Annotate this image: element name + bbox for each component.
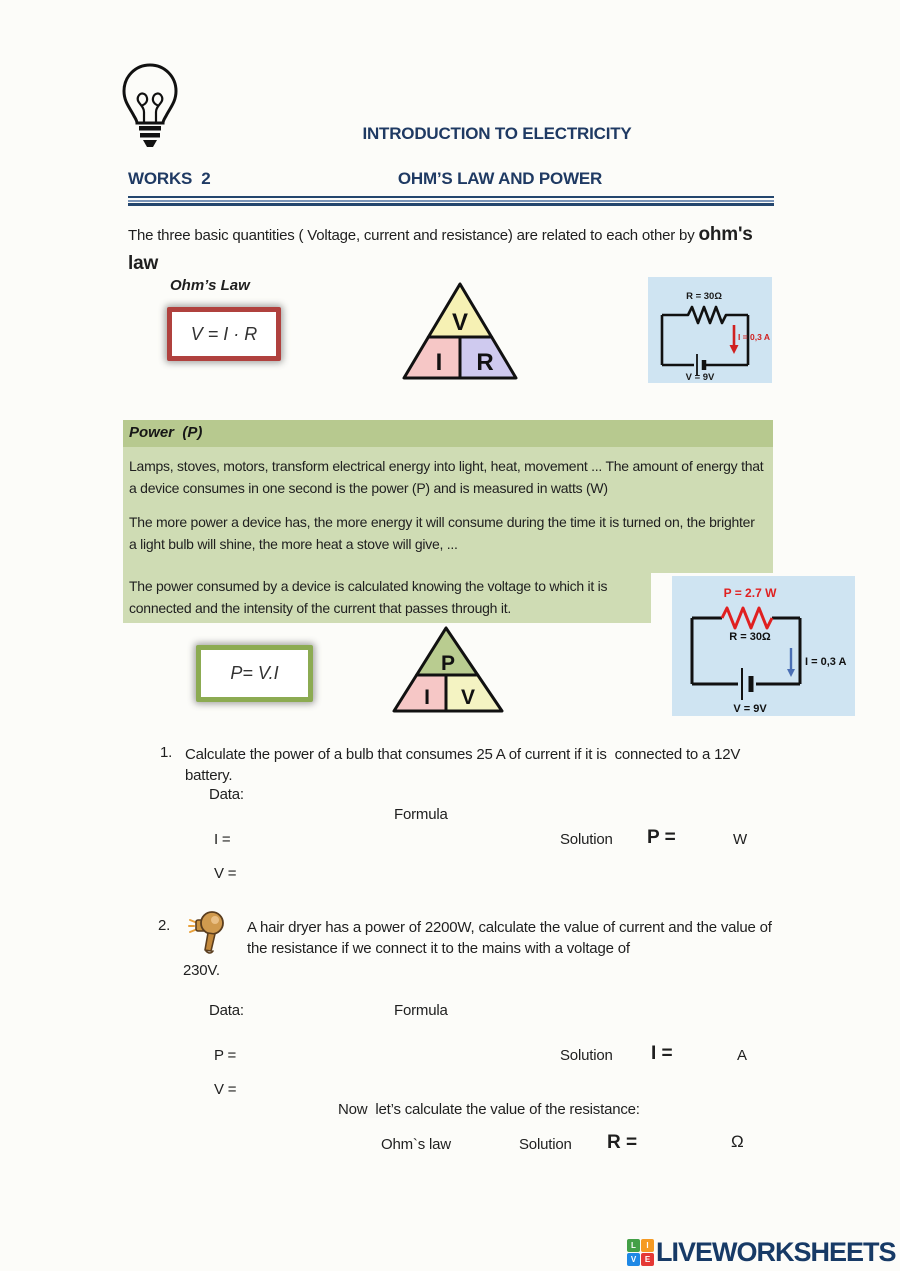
logo-brand-text: LIVEWORKSHEETS (656, 1237, 896, 1267)
hair-dryer-icon (184, 908, 228, 954)
power-paragraph-1: Lamps, stoves, motors, transform electrical energy into light, heat, movement ... The amount of energy that a device consumes in one second is the power (P) and is measured in watts (W) (129, 458, 768, 496)
logo-square-i: I (641, 1239, 654, 1252)
page-title: INTRODUCTION TO ELECTRICITY (362, 124, 632, 143)
problem2-given-voltage: V = (214, 1081, 237, 1098)
circuit1-voltage-label: V = 9V (685, 372, 715, 383)
liveworksheets-logo[interactable] (627, 1237, 896, 1270)
problem2-ohms-law-label: Ohm`s law (381, 1136, 451, 1153)
logo-square-l: L (627, 1239, 640, 1252)
power-formula-box (196, 645, 313, 702)
intro-bold-1: ohm's (698, 224, 753, 245)
problem1-solution-label: Solution (560, 831, 613, 848)
problem1-given-current: I = (214, 831, 231, 848)
page-subtitle: OHM’S LAW AND POWER (397, 169, 603, 188)
problem2-text-cont: 230V. (183, 962, 220, 979)
ohms-law-formula-box (167, 307, 281, 361)
piv-triangle-diagram (388, 625, 508, 715)
ohms-law-circuit-diagram (648, 277, 772, 383)
vir-triangle-right-letter: R (476, 349, 494, 376)
problem1-given-voltage: V = (214, 865, 237, 882)
power-circuit-diagram (672, 576, 855, 716)
piv-triangle-top-letter: P (440, 652, 456, 675)
works-label: WORKS 2 (128, 169, 211, 188)
problem2-resistance-prompt: Now let’s calculate the value of the resistance: (338, 1101, 640, 1118)
power-section-body (123, 447, 773, 573)
problem1-number: 1. (160, 744, 173, 761)
intro-text: The three basic quantities ( Voltage, current and resistance) are related to each other by (128, 227, 699, 244)
circuit1-current-label: I = 0,3 A (737, 332, 770, 342)
problem1-formula-label: Formula (394, 806, 448, 823)
ohms-law-label: Ohm’s Law (170, 277, 250, 294)
intro-paragraph (128, 221, 808, 278)
circuit2-current-label: I = 0,3 A (805, 656, 847, 668)
logo-square-e: E (641, 1253, 654, 1266)
power-formula: P= V.I (230, 663, 279, 683)
problem2-solution2-label: Solution (519, 1136, 572, 1153)
light-bulb-icon (116, 60, 184, 168)
power-section-header (123, 420, 773, 447)
header-divider (128, 196, 774, 206)
piv-triangle-left-letter: I (424, 686, 430, 709)
circuit1-resistor-label: R = 30Ω (686, 291, 722, 302)
circuit2-power-label: P = 2.7 W (723, 586, 777, 600)
vir-triangle-top-letter: V (451, 309, 469, 336)
problem1-answer-label: P = (647, 827, 676, 848)
problem2-given-power: P = (214, 1047, 237, 1064)
problem2-answer2-label: R = (607, 1132, 638, 1153)
problem1-text: Calculate the power of a bulb that consumes 25 A of current if it is connected to a 12V battery. (185, 746, 745, 785)
logo-square-v: V (627, 1253, 640, 1266)
problem2-number: 2. (158, 917, 171, 934)
ohms-law-formula: V = I · R (190, 323, 258, 344)
problem1-data-label: Data: (209, 786, 244, 803)
problem2-text: A hair dryer has a power of 2200W, calculate the value of current and the value of the resistance if we connect it to the mains with a voltage of (247, 919, 776, 958)
vir-triangle-left-letter: I (435, 349, 443, 376)
power-paragraph-3: The power consumed by a device is calculated knowing the voltage to which it is connected and the intensity of the current that passes through it. (129, 578, 611, 616)
problem2-answer-label: I = (651, 1043, 673, 1064)
power-paragraph-2: The more power a device has, the more energy it will consume during the time it is turned on, the brighter a light bulb will shine, the more heat a stove will give, ... (129, 514, 759, 553)
problem1-answer-unit: W (733, 831, 747, 848)
intro-bold-2: law (128, 252, 159, 274)
circuit2-voltage-label: V = 9V (733, 703, 767, 715)
problem2-data-label: Data: (209, 1002, 244, 1019)
problem2-answer2-unit: Ω (731, 1132, 744, 1151)
circuit2-resistor-label: R = 30Ω (729, 631, 771, 643)
power-section-title: Power (P) (129, 424, 203, 441)
piv-triangle-right-letter: V (460, 686, 476, 709)
problem2-formula-label: Formula (394, 1002, 448, 1019)
power-section-body-tail (123, 573, 651, 623)
problem2-solution-label: Solution (560, 1047, 613, 1064)
problem2-answer-unit: A (737, 1047, 747, 1064)
vir-triangle-diagram (398, 280, 522, 382)
